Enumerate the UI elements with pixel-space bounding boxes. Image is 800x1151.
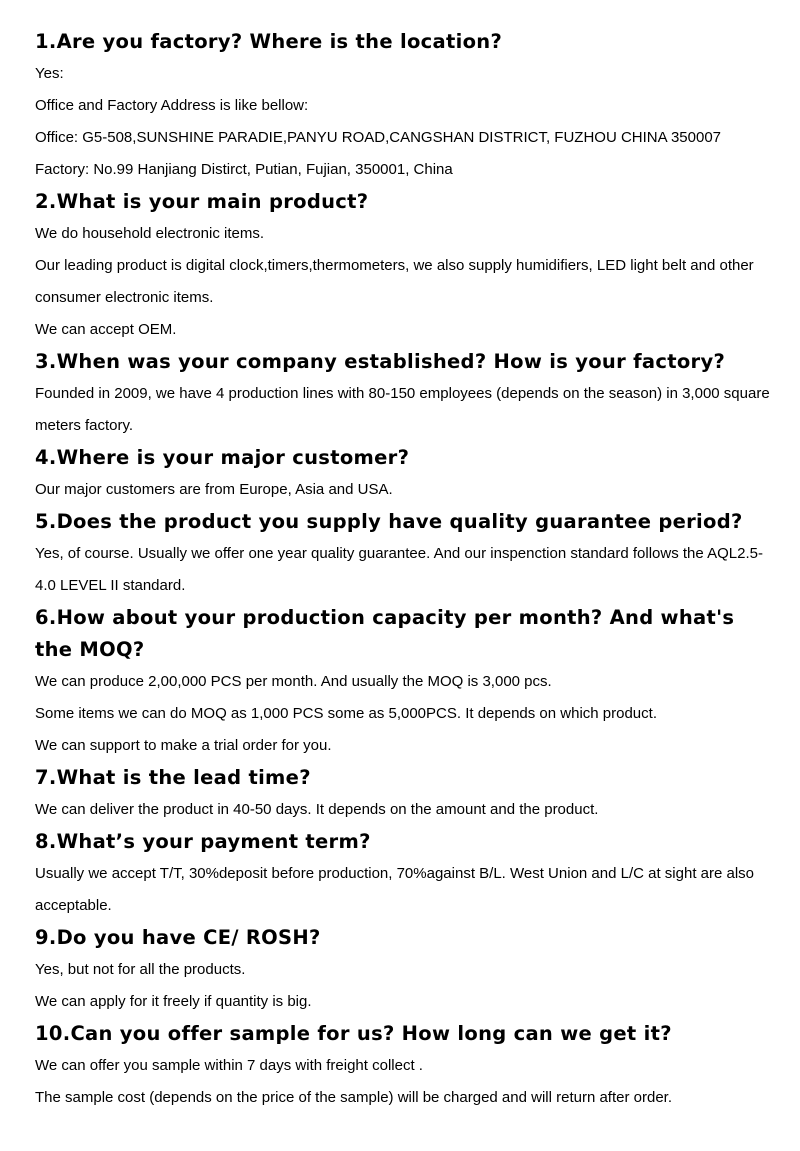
- faq-answer-line: We do household electronic items.: [35, 225, 265, 242]
- faq-answer-line: We can deliver the product in 40-50 days. It depends on the amount and the product.: [35, 801, 599, 818]
- faq-answer-line: The sample cost (depends on the price of the sample) will be charged and will return after order.: [35, 1089, 673, 1106]
- faq-answer-line: We can produce 2,00,000 PCS per month. And usually the MOQ is 3,000 pcs.: [35, 673, 552, 690]
- faq-question: 4.Where is your major customer?: [35, 446, 410, 469]
- faq-answer-line: We can apply for it freely if quantity is big.: [35, 993, 312, 1010]
- faq-item-10: [35, 1018, 770, 1114]
- faq-answer-line: We can accept OEM.: [35, 321, 177, 338]
- faq-answer-line: Office: G5-508,SUNSHINE PARADIE,PANYU ROAD,CANGSHAN DISTRICT, FUZHOU CHINA 350007: [35, 129, 722, 146]
- faq-answer-line: Office and Factory Address is like bellow:: [35, 97, 309, 114]
- faq-item-6: [35, 602, 770, 762]
- faq-item-5: [35, 506, 770, 602]
- faq-item-4: [35, 442, 770, 506]
- faq-item-8: [35, 826, 770, 922]
- faq-item-9: [35, 922, 770, 1018]
- faq-answer-line: Factory: No.99 Hanjiang Distirct, Putian, Fujian, 350001, China: [35, 161, 453, 178]
- faq-answer-line: Yes, of course. Usually we offer one year quality guarantee. And our inspenction standard follows the AQL2.5-4.0 LEVEL II standard.: [35, 545, 763, 594]
- faq-item-3: [35, 346, 770, 442]
- faq-answer-line: Some items we can do MOQ as 1,000 PCS some as 5,000PCS. It depends on which product.: [35, 705, 657, 722]
- faq-question: 3.When was your company established? How is your factory?: [35, 350, 726, 373]
- faq-answer-line: Yes, but not for all the products.: [35, 961, 246, 978]
- faq-answer-line: Our major customers are from Europe, Asia and USA.: [35, 481, 393, 498]
- faq-answer-line: We can support to make a trial order for you.: [35, 737, 332, 754]
- faq-question: 1.Are you factory? Where is the location?: [35, 30, 503, 53]
- faq-item-7: [35, 762, 770, 826]
- faq-question: 2.What is your main product?: [35, 190, 369, 213]
- faq-answer-line: Our leading product is digital clock,timers,thermometers, we also supply humidifiers, LED light belt and other consumer electronic items.: [35, 257, 754, 306]
- faq-answer-line: We can offer you sample within 7 days with freight collect .: [35, 1057, 423, 1074]
- faq-question: 8.What’s your payment term?: [35, 830, 371, 853]
- faq-answer-line: Usually we accept T/T, 30%deposit before production, 70%against B/L. West Union and L/C at sight are also acceptable.: [35, 865, 755, 914]
- faq-question: 5.Does the product you supply have quality guarantee period?: [35, 510, 743, 533]
- faq-list: [35, 26, 770, 1114]
- faq-question: 7.What is the lead time?: [35, 766, 311, 789]
- faq-item-1: [35, 26, 770, 186]
- faq-question: 6.How about your production capacity per month? And what's the MOQ?: [35, 606, 735, 661]
- faq-item-2: [35, 186, 770, 346]
- faq-answer-line: Yes:: [35, 65, 64, 82]
- faq-question: 9.Do you have CE/ ROSH?: [35, 926, 321, 949]
- faq-question: 10.Can you offer sample for us? How long can we get it?: [35, 1022, 672, 1045]
- faq-answer-line: Founded in 2009, we have 4 production lines with 80-150 employees (depends on the season) in 3,000 square meters factory.: [35, 385, 770, 434]
